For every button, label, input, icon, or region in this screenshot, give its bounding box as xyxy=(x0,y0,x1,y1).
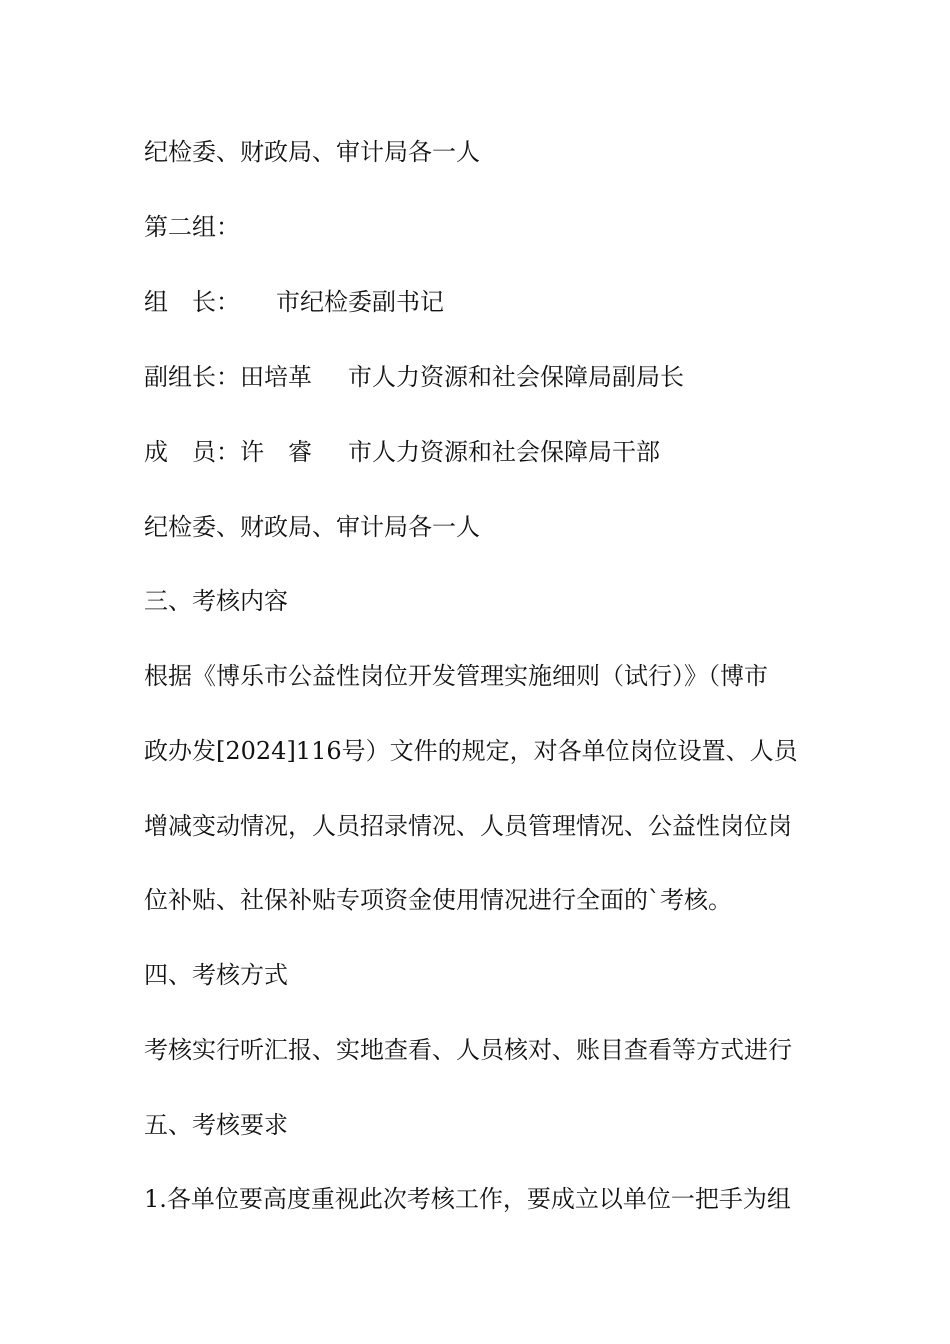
paragraph-line: 1.各单位要高度重视此次考核工作，要成立以单位一把手为组 xyxy=(144,1185,791,1213)
group-heading: 第二组： xyxy=(144,213,240,241)
roster-row-leader xyxy=(144,287,844,317)
roster-title: 市人力资源和社会保障局副局长 xyxy=(348,363,684,391)
paragraph-line: 根据《博乐市公益性岗位开发管理实施细则（试行）》（博市 xyxy=(144,662,768,690)
roster-row-deputy xyxy=(144,362,844,392)
section-heading: 五、考核要求 xyxy=(144,1111,288,1139)
roster-title: 市纪检委副书记 xyxy=(276,288,444,316)
paragraph-line: 纪检委、财政局、审计局各一人 xyxy=(144,138,480,166)
paragraph-line: 政办发[2024]116号）文件的规定，对各单位岗位设置、人员 xyxy=(144,737,798,765)
paragraph-line: 纪检委、财政局、审计局各一人 xyxy=(144,513,480,541)
section-heading: 三、考核内容 xyxy=(144,587,288,615)
roster-role: 组 长： xyxy=(144,288,240,316)
paragraph-line: 增减变动情况，人员招录情况、人员管理情况、公益性岗位岗 xyxy=(144,812,792,840)
roster-name: 许 睿 xyxy=(240,438,312,466)
roster-role: 成 员： xyxy=(144,438,240,466)
section-heading: 四、考核方式 xyxy=(144,961,288,989)
roster-title: 市人力资源和社会保障局干部 xyxy=(348,438,660,466)
paragraph-line: 考核实行听汇报、实地查看、人员核对、账目查看等方式进行 xyxy=(144,1036,792,1064)
roster-role: 副组长： xyxy=(144,363,240,391)
roster-name: 田培革 xyxy=(240,363,312,391)
paragraph-line: 位补贴、社保补贴专项资金使用情况进行全面的`考核。 xyxy=(144,886,732,914)
roster-row-member xyxy=(144,437,844,467)
